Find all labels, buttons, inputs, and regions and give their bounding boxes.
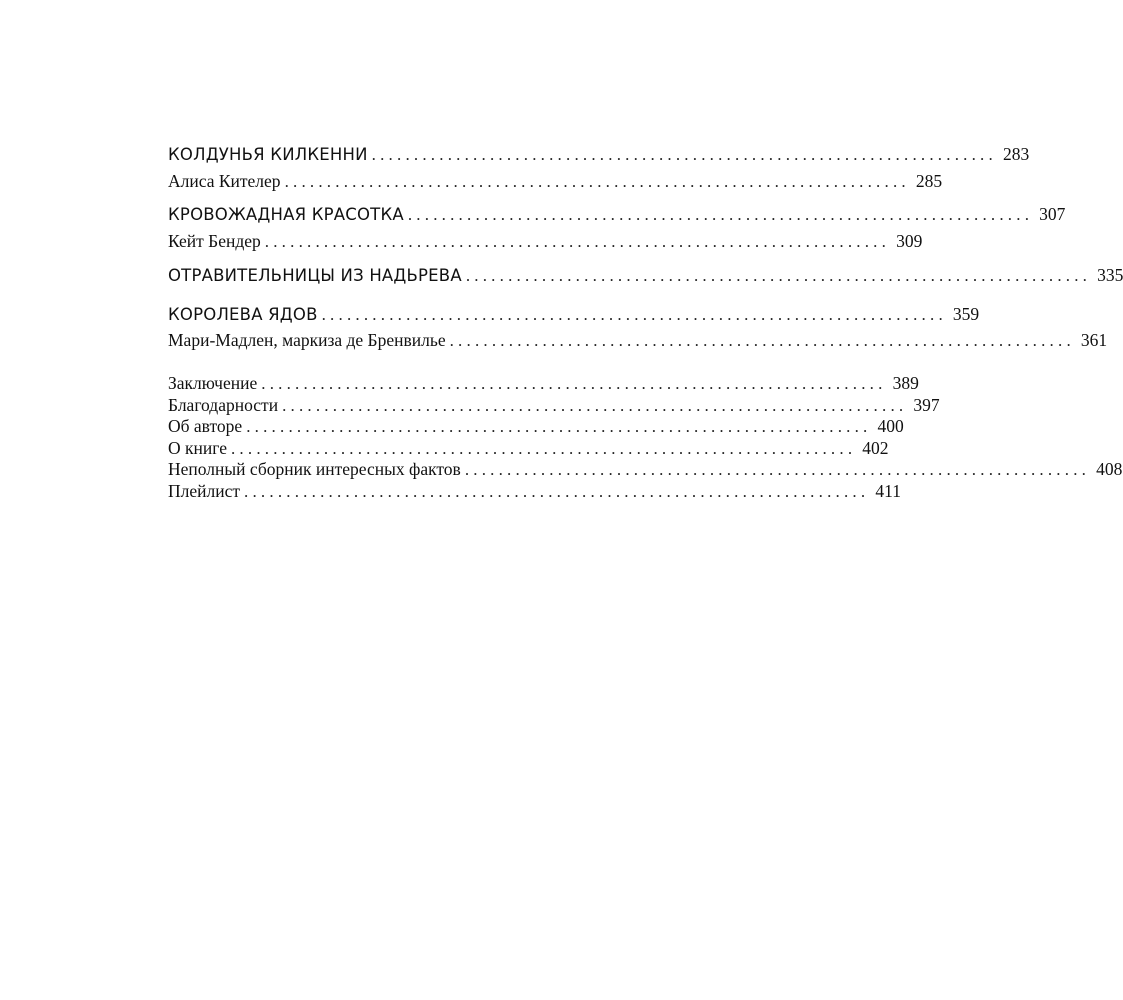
- toc-entry-marquise-de-brinvilliers: [168, 330, 1108, 354]
- toc-entry-title: Благодарности: [168, 395, 279, 415]
- dot-leader: ..........................................................................: [321, 305, 947, 324]
- dot-leader: ..........................................................................: [244, 482, 870, 501]
- toc-entry-title: ОТРАВИТЕЛЬНИЦЫ ИЗ НАДЬРЕВА: [168, 266, 462, 285]
- toc-entry-page: 400: [877, 416, 904, 436]
- toc-entry-title: КОЛДУНЬЯ КИЛКЕННИ: [168, 145, 368, 164]
- toc-entry-facts-collection: [168, 459, 1123, 483]
- toc-entry-page: 408: [1096, 459, 1123, 479]
- toc-entry-page: 283: [1002, 144, 1030, 164]
- toc-entry-page: 411: [875, 481, 901, 501]
- dot-leader: ..........................................................................: [464, 460, 1091, 479]
- toc-entry-alice-kyteler: [168, 171, 943, 195]
- dot-leader: ..........................................................................: [465, 266, 1092, 285]
- toc-entry-title: КОРОЛЕВА ЯДОВ: [168, 305, 318, 324]
- dot-leader: ..........................................................................: [230, 439, 857, 458]
- toc-entry-title: КРОВОЖАДНАЯ КРАСОТКА: [168, 205, 404, 224]
- dot-leader: ..........................................................................: [449, 331, 1075, 350]
- toc-entry-kilkenny-witch: [168, 144, 1030, 168]
- toc-entry-page: 389: [892, 373, 919, 393]
- dot-leader: ..........................................................................: [261, 374, 887, 393]
- dot-leader: ..........................................................................: [371, 145, 997, 164]
- toc-entry-page: 402: [862, 438, 889, 458]
- toc-entry-nagyrev-poisoners: [168, 265, 1123, 289]
- toc-entry-page: 309: [896, 231, 923, 251]
- dot-leader: ..........................................................................: [246, 417, 872, 436]
- toc-entry-page: 335: [1097, 265, 1123, 285]
- toc-entry-about-author: [168, 416, 904, 440]
- toc-entry-page: 285: [915, 171, 943, 191]
- toc-entry-title: Алиса Кителер: [168, 171, 281, 191]
- toc-entry-title: Мари-Мадлен, маркиза де Бренвилье: [168, 330, 446, 350]
- toc-entry-page: 361: [1080, 330, 1108, 350]
- toc-entry-queen-of-poisons: [168, 304, 980, 328]
- toc-entry-title: Заключение: [168, 373, 258, 393]
- toc-entry-bloody-beauty: [168, 204, 1066, 228]
- dot-leader: ..........................................................................: [282, 396, 908, 415]
- toc-entry-title: Об авторе: [168, 416, 243, 436]
- toc-entry-title: Неполный сборник интересных фактов: [168, 459, 461, 479]
- toc-entry-title: Кейт Бендер: [168, 231, 261, 251]
- dot-leader: ..........................................................................: [284, 172, 910, 191]
- toc-entry-page: 397: [913, 395, 940, 415]
- toc-entry-kate-bender: [168, 231, 923, 255]
- dot-leader: ..........................................................................: [407, 205, 1034, 224]
- toc-entry-conclusion: [168, 373, 919, 397]
- dot-leader: ..........................................................................: [264, 232, 891, 251]
- toc-entry-title: Плейлист: [168, 481, 241, 501]
- toc-entry-playlist: [168, 481, 901, 505]
- toc-entry-page: 359: [952, 304, 980, 324]
- toc-entry-title: О книге: [168, 438, 227, 458]
- toc-entry-page: 307: [1039, 204, 1066, 224]
